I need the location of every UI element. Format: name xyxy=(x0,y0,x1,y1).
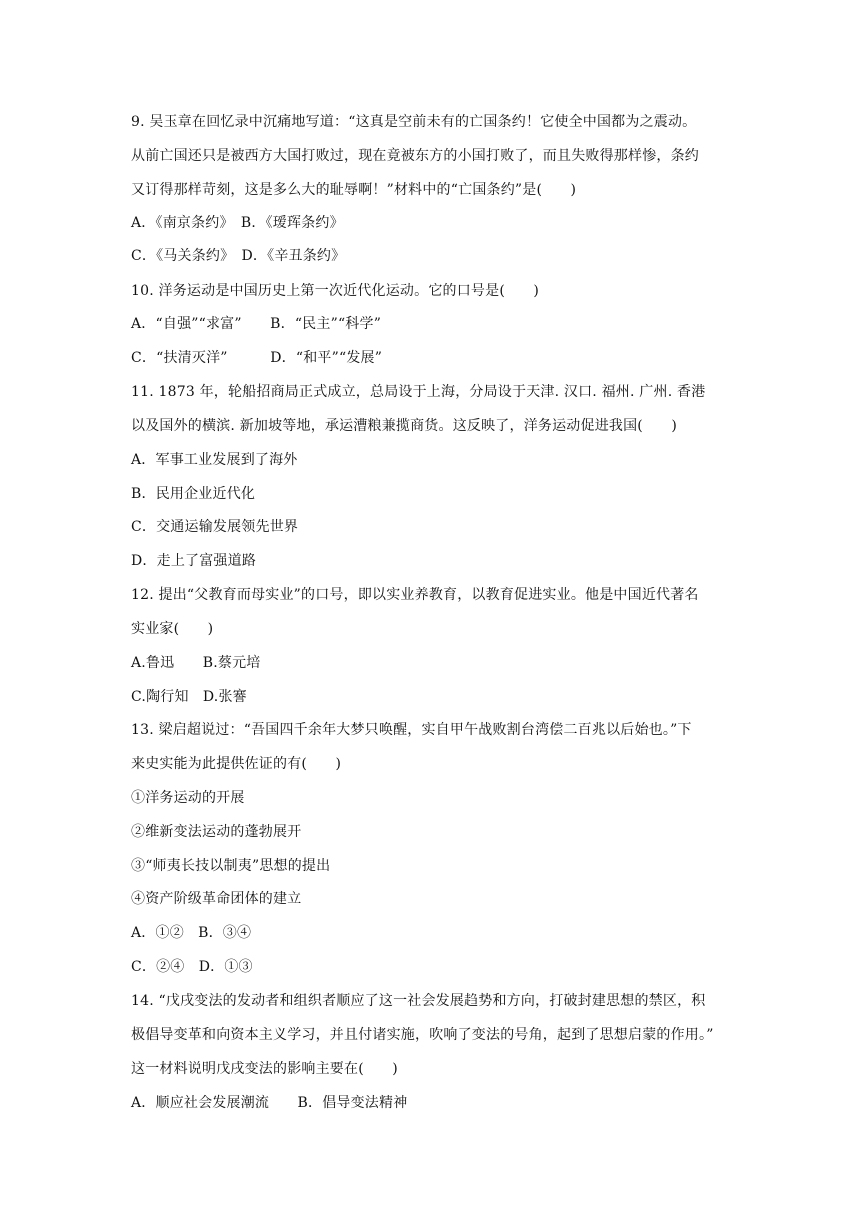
q12-stem-line-2: 实业家( ) xyxy=(131,621,214,637)
q14-stem-line-3: 这一材料说明戊戌变法的影响主要在( ) xyxy=(131,1061,398,1077)
q13-stem-line-1: 13. 梁启超说过：“吾国四千余年大梦只唤醒，实自甲午战败割台湾偿二百兆以后始也。”下 xyxy=(131,722,692,738)
q9-stem-line-3: 又订得那样苛刻，这是多么大的耻辱啊！”材料中的“亡国条约”是( ) xyxy=(131,182,577,198)
q10-stem-line-1: 10. 洋务运动是中国历史上第一次近代化运动。它的口号是( ) xyxy=(131,283,540,299)
q13-statement-3: ③“师夷长技以制夷”思想的提出 xyxy=(131,858,331,874)
q12-option-ab: A.鲁迅 B.蔡元培 xyxy=(131,655,261,671)
q13-stem-line-2: 来史实能为此提供佐证的有( ) xyxy=(131,756,342,772)
q13-statement-1: ①洋务运动的开展 xyxy=(131,790,245,806)
q11-option-b: B．民用企业近代化 xyxy=(131,486,256,502)
q11-option-a: A．军事工业发展到了海外 xyxy=(131,452,298,468)
q9-stem-line-1: 9. 吴玉章在回忆录中沉痛地写道：“这真是空前未有的亡国条约！它使全中国都为之震动。 xyxy=(131,114,697,130)
q12-stem-line-1: 12. 提出“父教育而母实业”的口号，即以实业养教育，以教育促进实业。他是中国近代著名 xyxy=(131,587,699,603)
q13-statement-2: ②维新变法运动的蓬勃展开 xyxy=(131,824,302,840)
q13-option-ab: A．①② B．③④ xyxy=(131,925,252,941)
q9-option-cd: C．《马关条约》 D．《辛丑条约》 xyxy=(131,248,346,264)
q11-stem-line-2: 以及国外的横滨. 新加坡等地，承运漕粮兼揽商货。这反映了，洋务运动促进我国( ) xyxy=(131,418,678,434)
q10-option-cd: C．“扶清灭洋” D．“和平”“发展” xyxy=(131,350,383,366)
q11-option-c: C．交通运输发展领先世界 xyxy=(131,519,299,535)
q14-option-ab: A．顺应社会发展潮流 B．倡导变法精神 xyxy=(131,1095,408,1111)
q14-stem-line-2: 极倡导变革和向资本主义学习，并且付诸实施，吹响了变法的号角，起到了思想启蒙的作用。” xyxy=(131,1027,714,1043)
q13-option-cd: C．②④ D．①③ xyxy=(131,959,253,975)
q11-option-d: D．走上了富强道路 xyxy=(131,553,257,569)
q12-option-cd: C.陶行知 D.张謇 xyxy=(131,689,247,705)
q14-stem-line-1: 14. “戊戌变法的发动者和组织者顺应了这一社会发展趋势和方向，打破封建思想的禁区，积 xyxy=(131,993,706,1009)
q10-option-ab: A．“自强”“求富” B．“民主”“科学” xyxy=(131,316,382,332)
q9-option-ab: A．《南京条约》 B．《瑷珲条约》 xyxy=(131,215,344,231)
q9-stem-line-2: 从前亡国还只是被西方大国打败过，现在竟被东方的小国打败了，而且失败得那样惨，条约 xyxy=(131,148,699,164)
q11-stem-line-1: 11. 1873 年，轮船招商局正式成立，总局设于上海，分局设于天津. 汉口. 福州. 广州. 香港 xyxy=(131,384,706,400)
q13-statement-4: ④资产阶级革命团体的建立 xyxy=(131,891,302,907)
